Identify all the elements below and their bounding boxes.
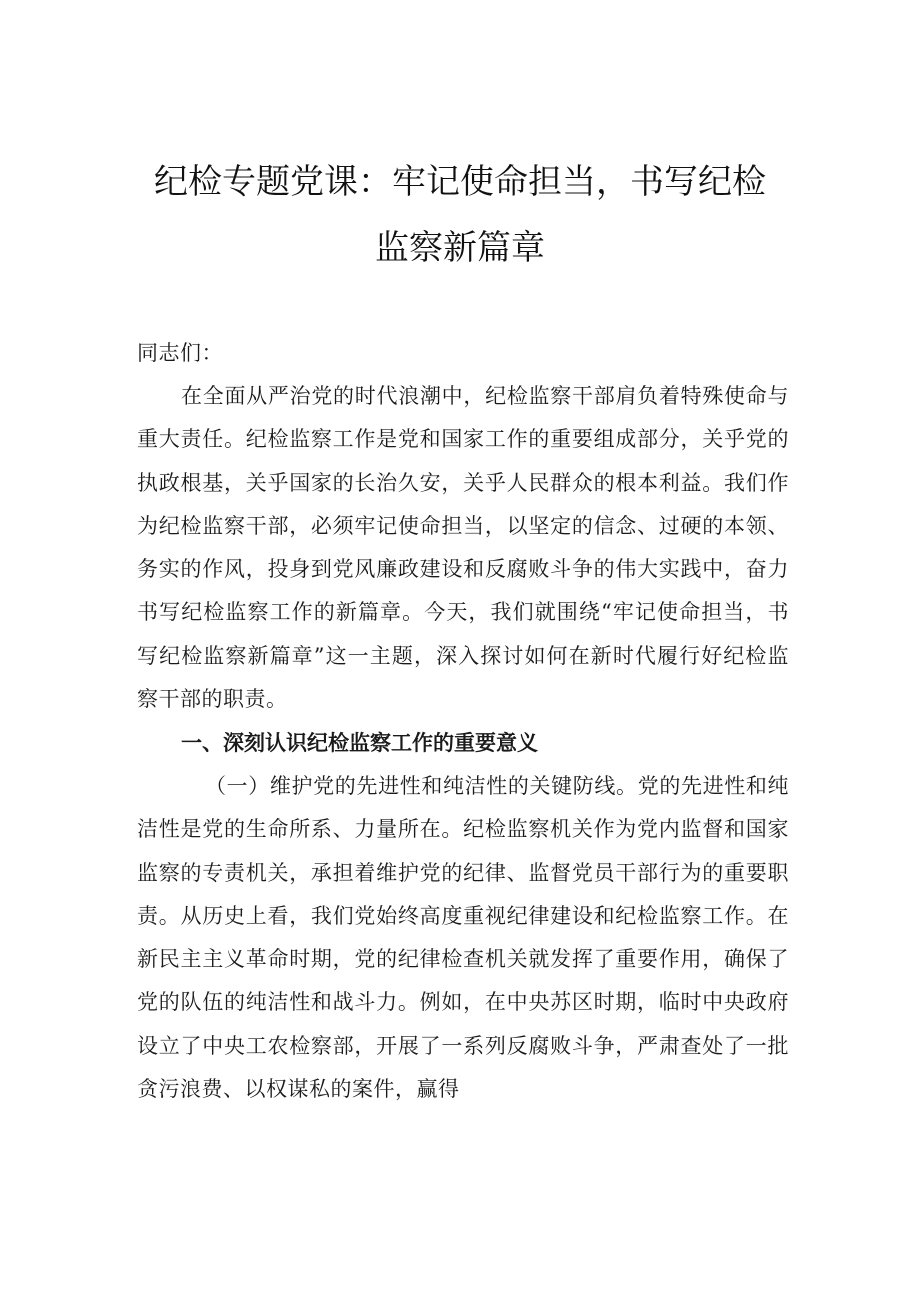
intro-paragraph: 在全面从严治党的时代浪潮中，纪检监察干部肩负着特殊使命与重大责任。纪检监察工作是党和国家工作的重要组成部分，关乎党的执政根基，关乎国家的长治久安，关乎人民群众的根本利益。我们作为纪检监察干部，必须牢记使命担当，以坚定的信念、过硬的本领、务实的作风，投身到党风廉政建设和反腐败斗争的伟大实践中，奋力书写纪检监察工作的新篇章。今天，我们就围绕“牢记使命担当，书写纪检监察新篇章”这一主题，深入探讨如何在新时代履行好纪检监察干部的职责。	[137, 384, 789, 712]
document-title-line-1: 纪检专题党课：牢记使命担当，书写纪检	[154, 162, 766, 202]
salutation: 同志们：	[137, 341, 223, 365]
document-title-line-2: 监察新篇章	[375, 228, 545, 268]
section-1-paragraph-1: （一）维护党的先进性和纯洁性的关键防线。党的先进性和纯洁性是党的生命所系、力量所在。纪检监察机关作为党内监督和国家监察的专责机关，承担着维护党的纪律、监督党员干部行为的重要职责。从历史上看，我们党始终高度重视纪律建设和纪检监察工作。在新民主主义革命时期，党的纪律检查机关就发挥了重要作用，确保了党的队伍的纯洁性和战斗力。例如，在中央苏区时期，临时中央政府设立了中央工农检察部，开展了一系列反腐败斗争，严肃查处了一批贪污浪费、以权谋私的案件，赢得	[137, 774, 789, 1102]
section-heading-1: 一、深刻认识纪检监察工作的重要意义	[181, 731, 538, 755]
